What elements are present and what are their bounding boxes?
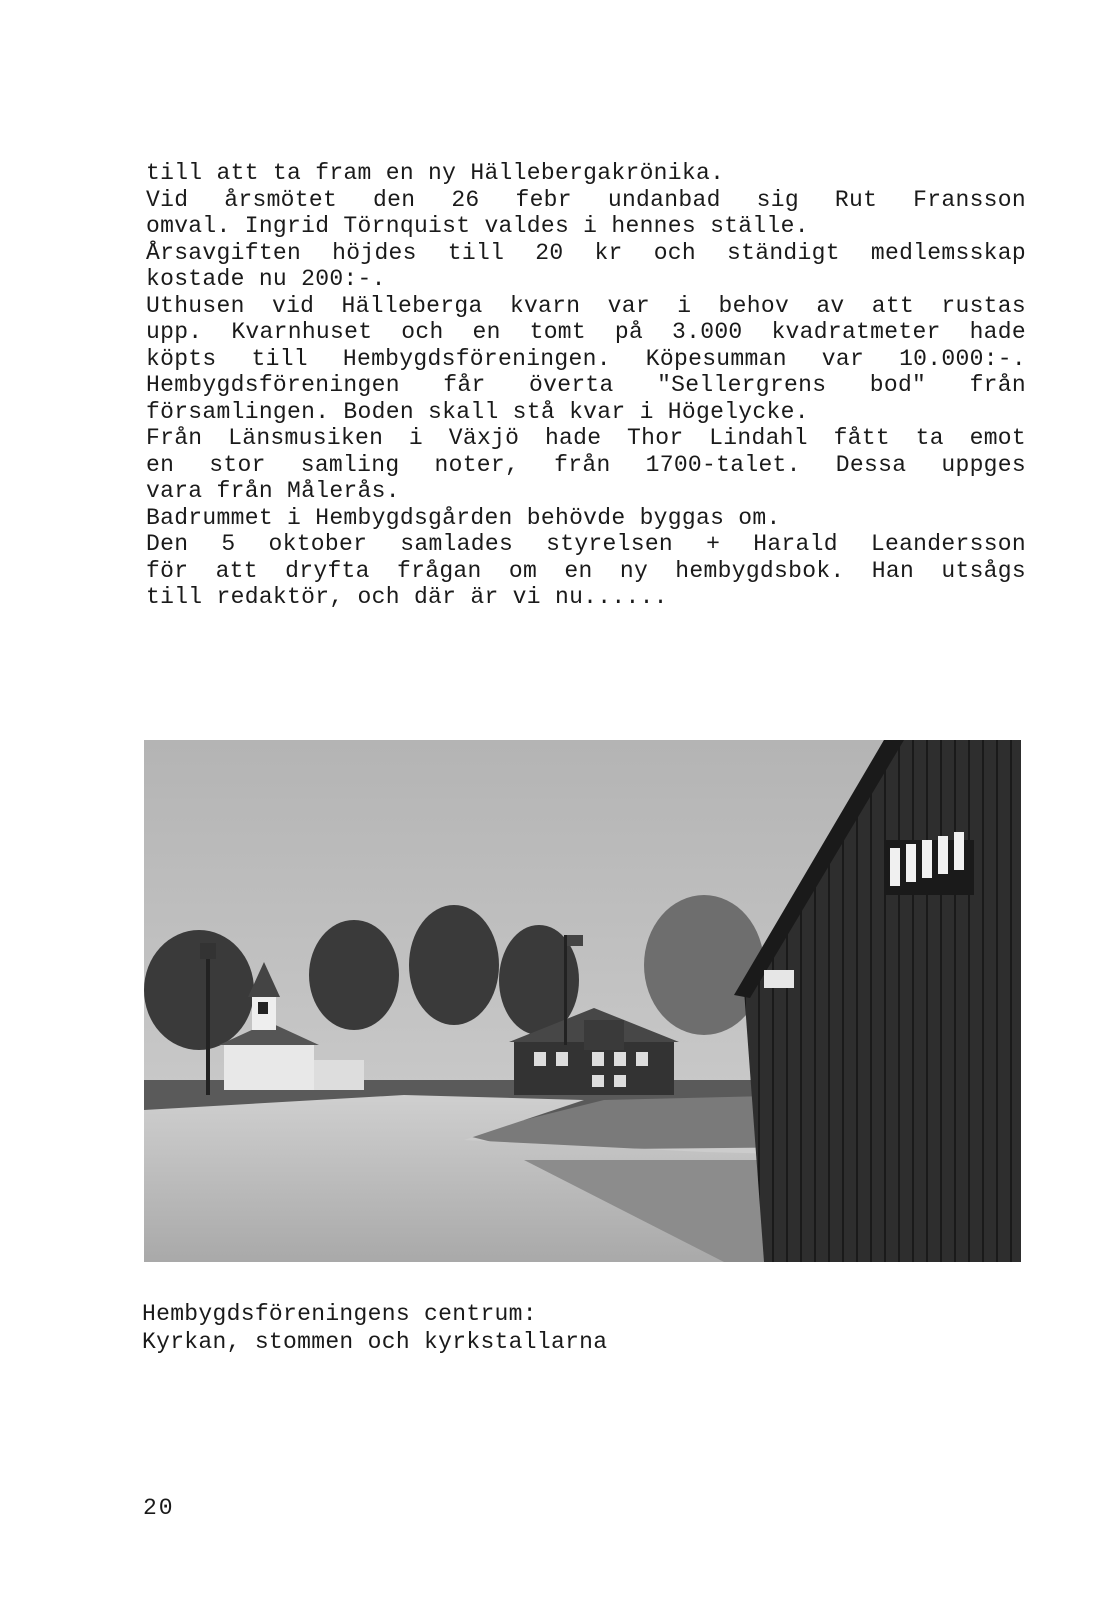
body-line: Årsavgiften höjdes till 20 kr och ständigt medlemsskap: [146, 239, 1026, 266]
body-line: vara från Målerås.: [146, 478, 400, 504]
body-line: upp. Kvarnhuset och en tomt på 3.000 kvadratmeter hade: [146, 319, 1026, 345]
body-line: omval. Ingrid Törnquist valdes i hennes ställe.: [146, 213, 809, 239]
village-photograph: [144, 740, 1021, 1262]
body-line: Den 5 oktober samlades styrelsen + Harald Leandersson: [146, 531, 1026, 557]
body-line: Vid årsmötet den 26 febr undanbad sig Rut Fransson: [146, 186, 1026, 213]
body-line: Badrummet i Hembygdsgården behövde byggas om.: [146, 504, 781, 531]
body-line: en stor samling noter, från 1700-talet. Dessa uppges: [146, 451, 1026, 478]
caption-line-1: Hembygdsföreningens centrum:: [142, 1301, 537, 1327]
photo-caption: [142, 1300, 842, 1356]
page-number: 20: [143, 1495, 175, 1521]
body-line: köpts till Hembygdsföreningen. Köpesumman var 10.000:-.: [146, 345, 1026, 372]
body-text: [146, 160, 1026, 611]
body-line: för att dryfta frågan om en ny hembygdsbok. Han utsågs: [146, 557, 1026, 584]
photo-illustration: [144, 740, 1021, 1262]
body-line: Från Länsmusiken i Växjö hade Thor Lindahl fått ta emot: [146, 425, 1026, 451]
body-line: Hembygdsföreningen får överta "Sellergrens bod" från: [146, 372, 1026, 398]
body-line: till redaktör, och där är vi nu......: [146, 584, 668, 610]
body-line: till att ta fram en ny Hällebergakrönika.: [146, 160, 725, 186]
caption-line-2: Kyrkan, stommen och kyrkstallarna: [142, 1329, 608, 1355]
body-line: församlingen. Boden skall stå kvar i Högelycke.: [146, 398, 809, 425]
body-line: Uthusen vid Hälleberga kvarn var i behov av att rustas: [146, 292, 1026, 319]
body-line: kostade nu 200:-.: [146, 266, 386, 292]
